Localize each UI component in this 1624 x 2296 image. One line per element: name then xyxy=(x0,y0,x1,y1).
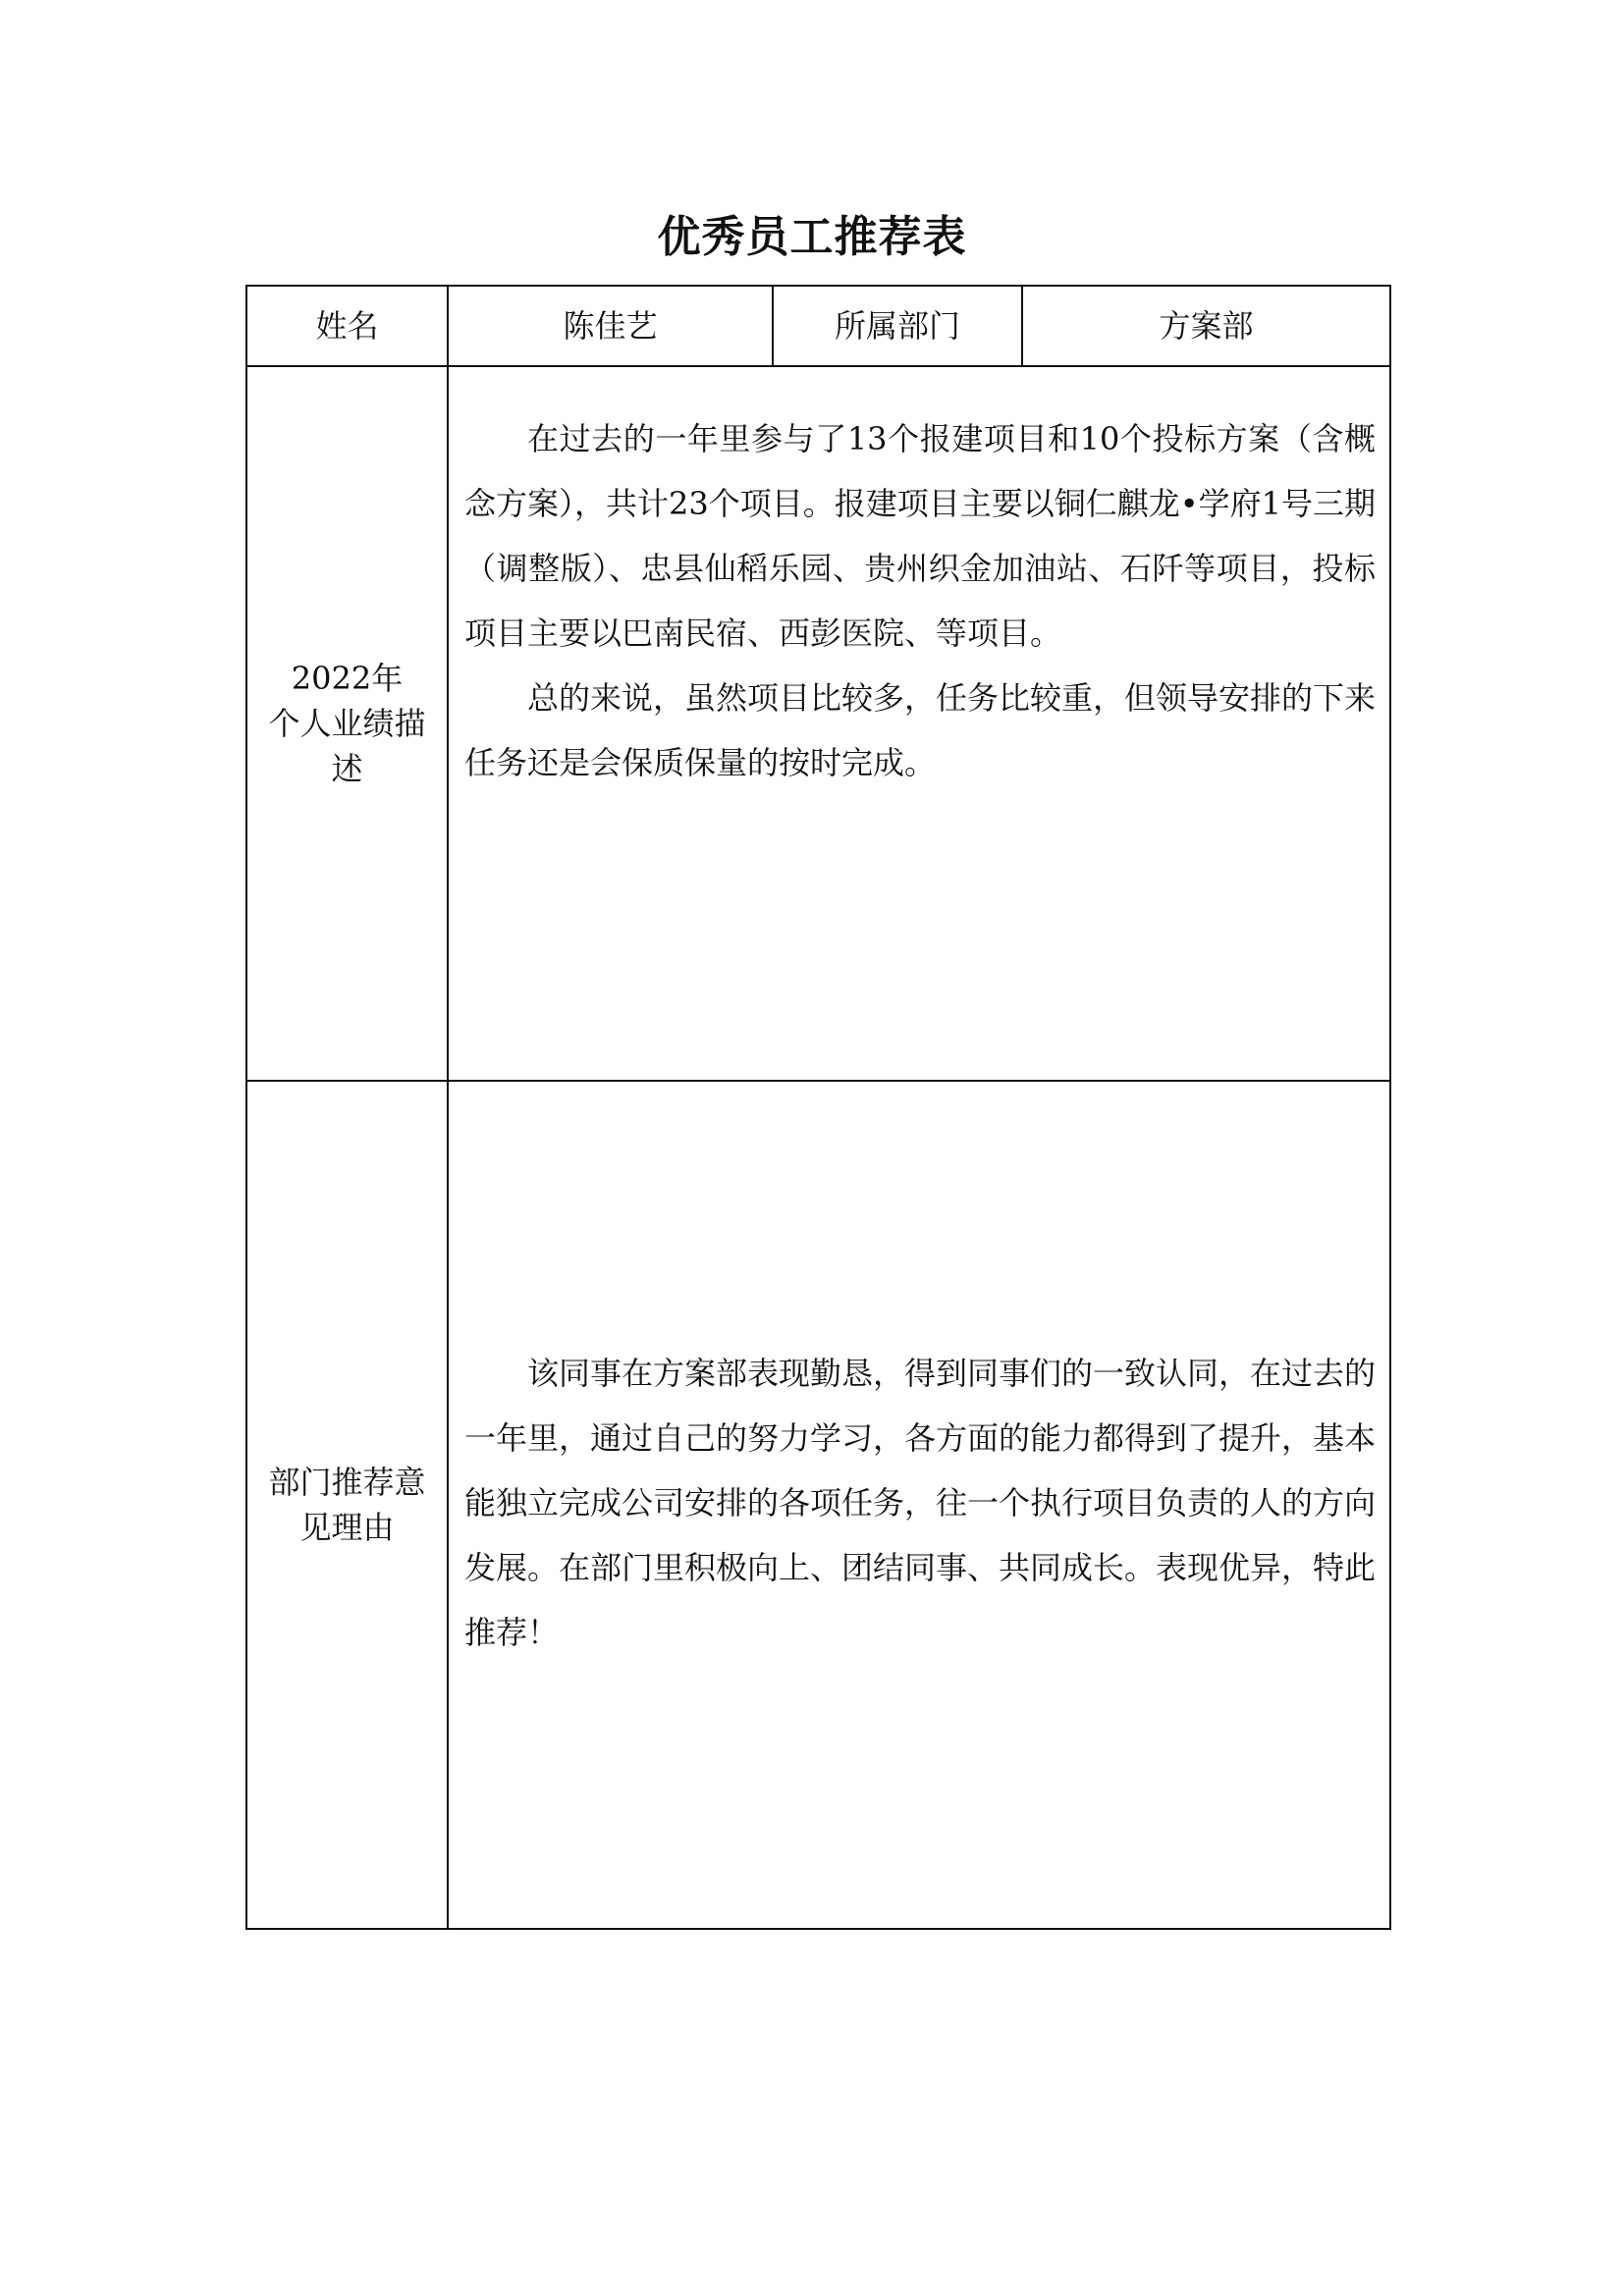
header-row xyxy=(246,286,1390,366)
performance-label-line: 述 xyxy=(331,750,363,787)
recommendation-text-block xyxy=(464,1082,1376,1665)
recommendation-form-table xyxy=(245,285,1391,1930)
name-value: 陈佳艺 xyxy=(448,286,773,366)
recommendation-label-line: 部门推荐意 xyxy=(268,1464,426,1501)
performance-paragraph: 总的来说，虽然项目比较多，任务比较重，但领导安排的下来任务还是会保质保量的按时完成。 xyxy=(464,679,1377,781)
department-label: 所属部门 xyxy=(773,286,1022,366)
performance-label-line: 个人业绩描 xyxy=(268,705,426,742)
recommendation-reason xyxy=(448,1081,1390,1929)
performance-row xyxy=(246,366,1390,1081)
performance-label-line: 2022年 xyxy=(291,660,404,697)
page-title: 优秀员工推荐表 xyxy=(657,212,967,262)
performance-description xyxy=(448,366,1390,1081)
performance-label xyxy=(246,366,448,1081)
performance-paragraph: 在过去的一年里参与了13个报建项目和10个投标方案（含概念方案），共计23个项目。报建项目主要以铜仁麒龙•学府1号三期（调整版）、忠县仙稻乐园、贵州织金加油站、石阡等项目，投标项目主要以巴南民宿、西彭医院、等项目。 xyxy=(464,420,1376,652)
department-value: 方案部 xyxy=(1022,286,1390,366)
recommendation-paragraph: 该同事在方案部表现勤恳，得到同事们的一致认同，在过去的一年里，通过自己的努力学习，各方面的能力都得到了提升，基本能独立完成公司安排的各项任务，往一个执行项目负责的人的方向发展。在部门里积极向上、团结同事、共同成长。表现优异，特此推荐！ xyxy=(464,1355,1377,1651)
name-label: 姓名 xyxy=(246,286,448,366)
recommendation-label xyxy=(246,1081,448,1929)
recommendation-label-line: 见理由 xyxy=(299,1509,395,1546)
recommendation-row xyxy=(246,1081,1390,1929)
performance-text-block xyxy=(464,367,1376,795)
